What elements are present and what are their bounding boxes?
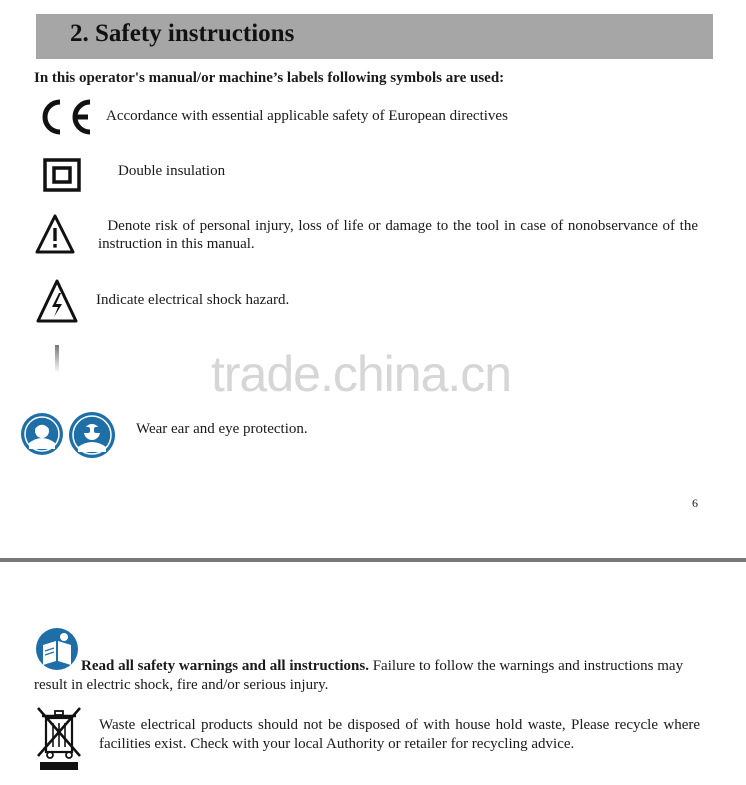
symbol-text-warning-content: Denote risk of personal injury, loss of life or damage to the tool in case of nonobservance of the instruction in this manual. (98, 218, 699, 252)
page-divider (0, 558, 746, 562)
symbol-text-double-insulation: Double insulation (118, 163, 226, 179)
read-warning-rest: Failure to follow the warnings and instructions may result in electric shock, fire and/or serious injury. (34, 658, 684, 693)
warning-triangle-icon (35, 213, 75, 255)
symbol-text-ce: Accordance with essential applicable safety of European directives (106, 108, 508, 124)
ear-eye-protection-icon (20, 411, 118, 459)
watermark: trade.china.cn (211, 346, 512, 402)
read-warning-text (34, 657, 698, 695)
section-title: 2. Safety instructions (70, 20, 295, 47)
intro-text: In this operator's manual/or machine’s labels following symbols are used: (34, 70, 505, 86)
weee-text: Waste electrical products should not be disposed of with house hold waste, Please recycle where facilities exist. Check with your local Authority or retailer for recycling advice. (99, 717, 700, 752)
symbol-text-warning (98, 217, 698, 253)
read-warning-lead: Read all safety warnings and all instructions. (81, 658, 369, 674)
section-header-bar (36, 14, 713, 59)
faint-mark (55, 345, 59, 373)
symbol-text-ear-eye: Wear ear and eye protection. (136, 421, 308, 437)
page-number: 6 (692, 496, 698, 510)
electric-shock-icon (35, 278, 79, 324)
crossed-out-bin-icon (36, 706, 84, 772)
ce-mark-icon (34, 96, 96, 138)
symbol-text-electric-shock: Indicate electrical shock hazard. (96, 292, 290, 308)
double-insulation-icon (43, 158, 81, 192)
